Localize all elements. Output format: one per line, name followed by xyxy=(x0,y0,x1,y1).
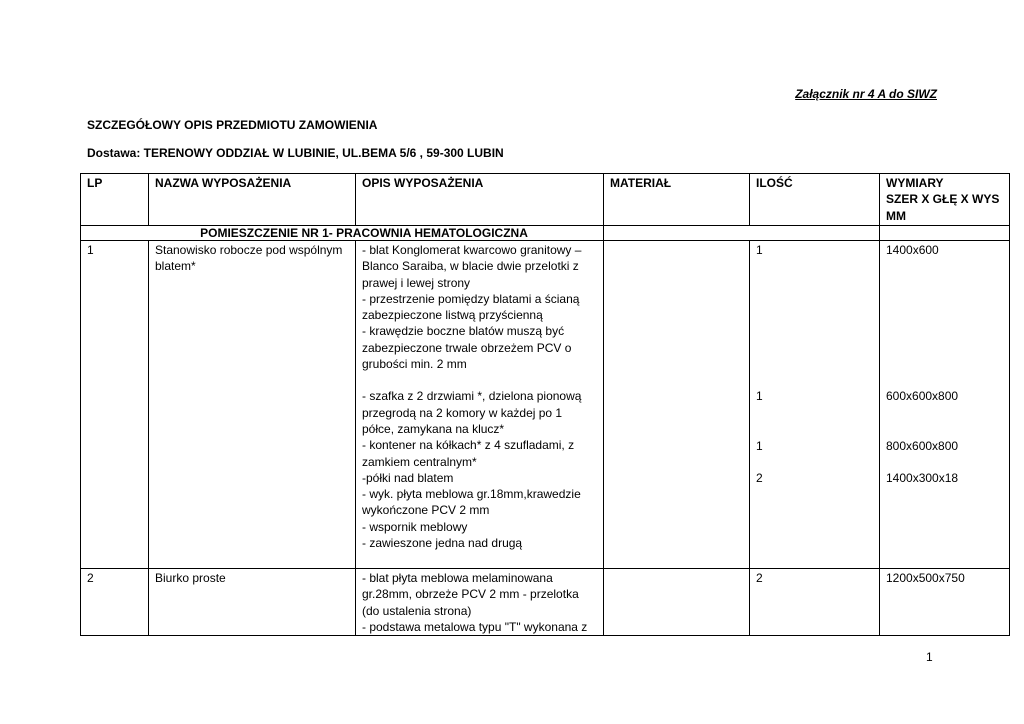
section-row xyxy=(81,226,1010,241)
row-description-line: wykończone PCV 2 mm xyxy=(362,503,490,518)
row-quantity-line: 1 xyxy=(756,243,763,257)
row-description-line: - kontener na kółkach* z 4 szufladami, z xyxy=(362,438,575,453)
row-dimensions-line: 1400x300x18 xyxy=(886,470,959,485)
row-dimensions-line: 800x600x800 xyxy=(886,438,959,453)
section-empty-cell xyxy=(604,226,880,241)
row-quantity xyxy=(750,569,880,636)
row-description-line: prawej i lewej strony xyxy=(362,275,471,290)
row-description-line: - zawieszone jedna nad drugą xyxy=(362,536,523,551)
row-lp: 2 xyxy=(81,569,149,636)
table-row xyxy=(81,241,1010,569)
row-description-line: półce, zamykana na klucz* xyxy=(362,421,505,436)
row-quantity xyxy=(750,241,880,569)
header-material: MATERIAŁ xyxy=(604,174,750,226)
row-description-line: -półki nad blatem xyxy=(362,470,454,485)
row-description-line: zabezpieczone trwale obrzeżem PCV o xyxy=(362,340,572,355)
row-dimensions-line: 600x600x800 xyxy=(886,389,959,404)
row-name-line: Stanowisko robocze pod wspólnym xyxy=(155,243,343,257)
row-quantity-line: 1 xyxy=(756,438,763,453)
row-description-line: - wyk. płyta meblowa gr.18mm,krawedzie xyxy=(362,487,581,502)
delivery-address: Dostawa: TERENOWY ODDZIAŁ W LUBINIE, UL.BEMA 5/6 , 59-300 LUBIN xyxy=(87,146,504,160)
row-description-line: zamkiem centralnym* xyxy=(362,454,477,469)
row-dimensions-line: 1200x500x750 xyxy=(886,571,965,585)
row-name xyxy=(149,241,356,569)
row-description-line: grubości min. 2 mm xyxy=(362,357,467,372)
row-description-line: - blat Konglomerat kwarcowo granitowy – xyxy=(362,243,582,257)
row-description-line: - szafka z 2 drzwiami *, dzielona pionową xyxy=(362,389,582,404)
equipment-table xyxy=(80,173,1010,636)
row-description-line: - wspornik meblowy xyxy=(362,519,468,534)
row-name-line: blatem* xyxy=(155,259,196,274)
spacer xyxy=(886,405,1003,438)
spacer xyxy=(886,258,1003,388)
row-dimensions xyxy=(880,569,1010,636)
page-number: 1 xyxy=(926,650,933,664)
spacer xyxy=(362,372,597,388)
header-lp: LP xyxy=(81,174,149,226)
row-description xyxy=(356,241,604,569)
row-material xyxy=(604,241,750,569)
header-name: NAZWA WYPOSAŻENIA xyxy=(149,174,356,226)
row-description-line: - podstawa metalowa typu "T" wykonana z xyxy=(362,619,588,634)
row-quantity-line: 2 xyxy=(756,470,763,485)
annex-label: Załącznik nr 4 A do SIWZ xyxy=(795,87,937,101)
header-quantity: ILOŚĆ xyxy=(750,174,880,226)
row-description-line: Blanco Saraiba, w blacie dwie przelotki z xyxy=(362,259,579,274)
section-empty-cell xyxy=(880,226,1010,241)
row-name-line: Biurko proste xyxy=(155,571,226,585)
header-dimensions xyxy=(880,174,1010,226)
header-dimensions-order: SZER X GŁĘ X WYS xyxy=(886,192,1000,207)
row-description-line: (do ustalenia strona) xyxy=(362,603,472,618)
row-quantity-line: 1 xyxy=(756,389,763,404)
header-dimensions-title: WYMIARY xyxy=(886,176,944,190)
section-title: POMIESZCZENIE NR 1- PRACOWNIA HEMATOLOGICZNA xyxy=(81,226,604,241)
spacer xyxy=(756,405,873,438)
document-title: SZCZEGÓŁOWY OPIS PRZEDMIOTU ZAMOWIENIA xyxy=(87,118,378,132)
row-description-line: - blat płyta meblowa melaminowana xyxy=(362,571,553,585)
spacer xyxy=(756,454,873,470)
row-dimensions xyxy=(880,241,1010,569)
header-description: OPIS WYPOSAŻENIA xyxy=(356,174,604,226)
row-lp: 1 xyxy=(81,241,149,569)
table-row xyxy=(81,569,1010,636)
row-description xyxy=(356,569,604,636)
row-description-line: gr.28mm, obrzeże PCV 2 mm - przelotka xyxy=(362,587,579,602)
row-material xyxy=(604,569,750,636)
row-description-line: przegrodą na 2 komory w każdej po 1 xyxy=(362,405,563,420)
row-quantity-line: 2 xyxy=(756,571,763,585)
header-dimensions-unit: MM xyxy=(886,208,906,223)
spacer xyxy=(886,454,1003,470)
row-name xyxy=(149,569,356,636)
table-header-row xyxy=(81,174,1010,226)
row-description-line: zabezpieczone listwą przyścienną xyxy=(362,308,543,323)
row-dimensions-line: 1400x600 xyxy=(886,243,939,257)
row-description-line: - krawędzie boczne blatów muszą być xyxy=(362,324,565,339)
spacer xyxy=(756,258,873,388)
row-description-line: - przestrzenie pomiędzy blatami a ścianą xyxy=(362,291,580,306)
